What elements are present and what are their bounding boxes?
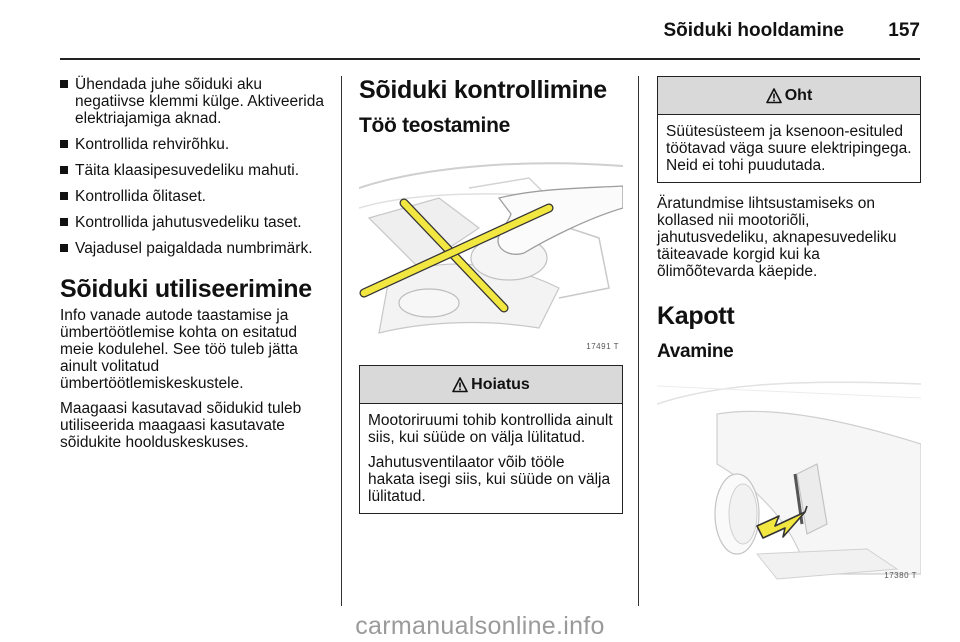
column-3 xyxy=(657,76,921,584)
page-header xyxy=(0,0,960,60)
section-title-recycling: Sõiduki utiliseerimine xyxy=(60,275,312,303)
list-item xyxy=(60,76,332,127)
list-item-text: Kontrollida jahutusvedeliku taset. xyxy=(75,214,302,231)
warning-box-body xyxy=(360,404,622,513)
paragraph: Maagaasi kasutavad sõidukid tuleb utiliseerida maagaasi kasutavate sõidukite hoolduskeskuses. xyxy=(60,400,302,451)
column-1 xyxy=(60,76,332,459)
engine-bay-drawing xyxy=(359,148,623,355)
bullet-square-icon xyxy=(60,192,68,200)
bullet-square-icon xyxy=(60,80,68,88)
column-divider-1 xyxy=(341,76,342,606)
watermark: carmanualsonline.info xyxy=(355,612,605,640)
bullet-square-icon xyxy=(60,166,68,174)
bullet-square-icon xyxy=(60,218,68,226)
page-number: 157 xyxy=(888,20,920,41)
hood-release-drawing xyxy=(657,374,921,584)
figure-code: 17491 T xyxy=(586,342,619,351)
list-item-text: Kontrollida õlitaset. xyxy=(75,188,206,205)
danger-box-body xyxy=(658,115,920,182)
paragraph: Süütesüsteem ja ksenoon-esituled töötavad väga suure elektripingega. Neid ei tohi puudutada. xyxy=(666,123,912,174)
checklist xyxy=(60,76,332,257)
section-title-vehicle-checks: Sõiduki kontrollimine xyxy=(359,76,607,104)
danger-box-title: Oht xyxy=(784,87,813,104)
warning-triangle-icon xyxy=(766,88,782,104)
list-item xyxy=(60,136,332,153)
warning-box-title: Hoiatus xyxy=(471,376,530,393)
list-item-text: Vajadusel paigaldada numbrimärk. xyxy=(75,240,313,257)
section-title-hood: Kapott xyxy=(657,302,735,330)
danger-box-header xyxy=(658,77,920,115)
paragraph: Äratundmise lihtsustamiseks on kollased nii mootoriõli, jahutusvedeliku, aknapesuvedeliku täiteavade korgid kui ka õlimõõtevarda käepide. xyxy=(657,195,897,280)
list-item-text: Kontrollida rehvirõhku. xyxy=(75,136,230,153)
engine-bay-illustration xyxy=(359,148,623,355)
list-item-text: Täita klaasipesuvedeliku mahuti. xyxy=(75,162,300,179)
paragraph: Info vanade autode taastamise ja ümbertöötlemise kohta on esitatud meie kodulehel. See töö tuleb jätta ainult volitatud ümbertöötlemiskeskustele. xyxy=(60,307,298,392)
danger-box xyxy=(657,76,921,183)
list-item xyxy=(60,162,332,179)
warning-box xyxy=(359,365,623,514)
hood-release-illustration xyxy=(657,374,921,584)
column-2 xyxy=(359,76,623,514)
list-item xyxy=(60,240,332,257)
warning-triangle-icon xyxy=(452,377,468,393)
page-title: Sõiduki hooldamine xyxy=(663,20,844,41)
subsection-title-work: Töö teostamine xyxy=(359,114,510,137)
list-item-text: Ühendada juhe sõiduki aku negatiivse klemmi külge. Aktiveerida elektriajamiga aknad. xyxy=(75,76,324,127)
paragraph: Jahutusventilaator võib tööle hakata isegi siis, kui süüde on välja lülitatud. xyxy=(368,454,611,505)
warning-box-header xyxy=(360,366,622,404)
list-item xyxy=(60,188,332,205)
subsection-title-opening: Avamine xyxy=(657,341,734,362)
figure-code: 17380 T xyxy=(884,571,917,580)
bullet-square-icon xyxy=(60,140,68,148)
bullet-square-icon xyxy=(60,244,68,252)
paragraph: Mootoriruumi tohib kontrollida ainult siis, kui süüde on välja lülitatud. xyxy=(368,412,613,446)
header-divider xyxy=(60,58,920,60)
list-item xyxy=(60,214,332,231)
column-divider-2 xyxy=(638,76,639,606)
